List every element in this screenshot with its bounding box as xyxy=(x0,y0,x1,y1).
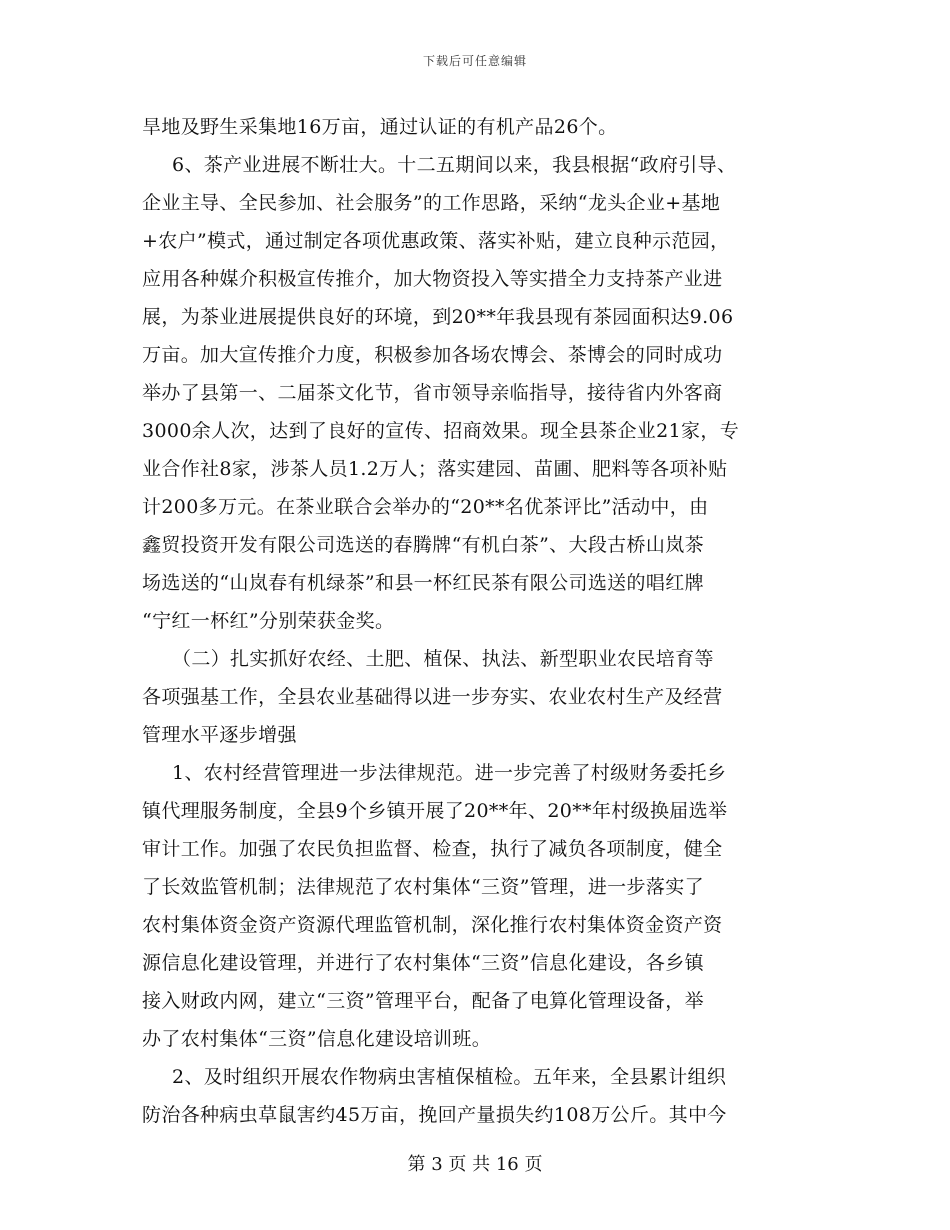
text-line: 防治各种病虫草鼠害约45万亩，挽回产量损失约108万公斤。其中今 xyxy=(142,1104,727,1126)
text-line: （二）扎实抓好农经、土肥、植保、执法、新型职业农民培育等 xyxy=(172,648,714,670)
text-line: 6、茶产业进展不断壮大。十二五期间以来，我县根据“政府引导、 xyxy=(172,154,737,176)
text-line: 各项强基工作，全县农业基础得以进一步夯实、农业农村生产及经营 xyxy=(142,686,723,708)
text-line: 业合作社8家，涉茶人员1.2万人；落实建园、苗圃、肥料等各项补贴 xyxy=(142,458,728,480)
header-note: 下载后可任意编辑 xyxy=(422,54,527,68)
document-body xyxy=(142,108,812,1134)
text-line: 应用各种媒介积极宣传推介，加大物资投入等实措全力支持茶产业进 xyxy=(142,268,723,290)
text-line: 企业主导、全民参加、社会服务”的工作思路，采纳“龙头企业+基地 xyxy=(142,192,721,214)
text-line: 接入财政内网，建立“三资”管理平台，配备了电算化管理设备，举 xyxy=(142,990,704,1012)
text-line: 场选送的“山岚春有机绿茶”和县一杯红民茶有限公司选送的唱红牌 xyxy=(142,572,704,594)
text-line: 3000余人次，达到了良好的宣传、招商效果。现全县茶企业21家，专 xyxy=(142,420,740,442)
text-line: 了长效监管机制；法律规范了农村集体“三资”管理，进一步落实了 xyxy=(142,876,704,898)
text-line: 镇代理服务制度，全县9个乡镇开展了20**年、20**年村级换届选举 xyxy=(142,800,728,822)
text-line: 农村集体资金资产资源代理监管机制，深化推行农村集体资金资产资 xyxy=(142,914,723,936)
text-line: 源信息化建设管理，并进行了农村集体“三资”信息化建设，各乡镇 xyxy=(142,952,704,974)
text-line: 展，为茶业进展提供良好的环境，到20**年我县现有茶园面积达9.06 xyxy=(142,306,734,328)
text-line: 2、及时组织开展农作物病虫害植保植检。五年来，全县累计组织 xyxy=(172,1066,727,1088)
text-line: 万亩。加大宣传推介力度，积极参加各场农博会、茶博会的同时成功 xyxy=(142,344,723,366)
text-line: 审计工作。加强了农民负担监督、检查，执行了减负各项制度，健全 xyxy=(142,838,723,860)
page-number-footer: 第 3 页 共 16 页 xyxy=(407,1154,543,1175)
text-line: +农户”模式，通过制定各项优惠政策、落实补贴，建立良种示范园， xyxy=(142,230,730,252)
text-line: 管理水平逐步增强 xyxy=(142,724,297,746)
text-line: 举办了县第一、二届茶文化节，省市领导亲临指导，接待省内外客商 xyxy=(142,382,723,404)
text-line: 1、农村经营管理进一步法律规范。进一步完善了村级财务委托乡 xyxy=(172,762,727,784)
text-line: 计200多万元。在茶业联合会举办的“20**名优茶评比”活动中，由 xyxy=(142,496,709,518)
text-line: 办了农村集体“三资”信息化建设培训班。 xyxy=(142,1028,492,1050)
text-line: 旱地及野生采集地16万亩，通过认证的有机产品26个。 xyxy=(142,116,618,138)
text-line: 鑫贸投资开发有限公司选送的春腾牌“有机白茶”、大段古桥山岚茶 xyxy=(142,534,704,556)
text-line: “宁红一杯红”分别荣获金奖。 xyxy=(142,610,395,632)
